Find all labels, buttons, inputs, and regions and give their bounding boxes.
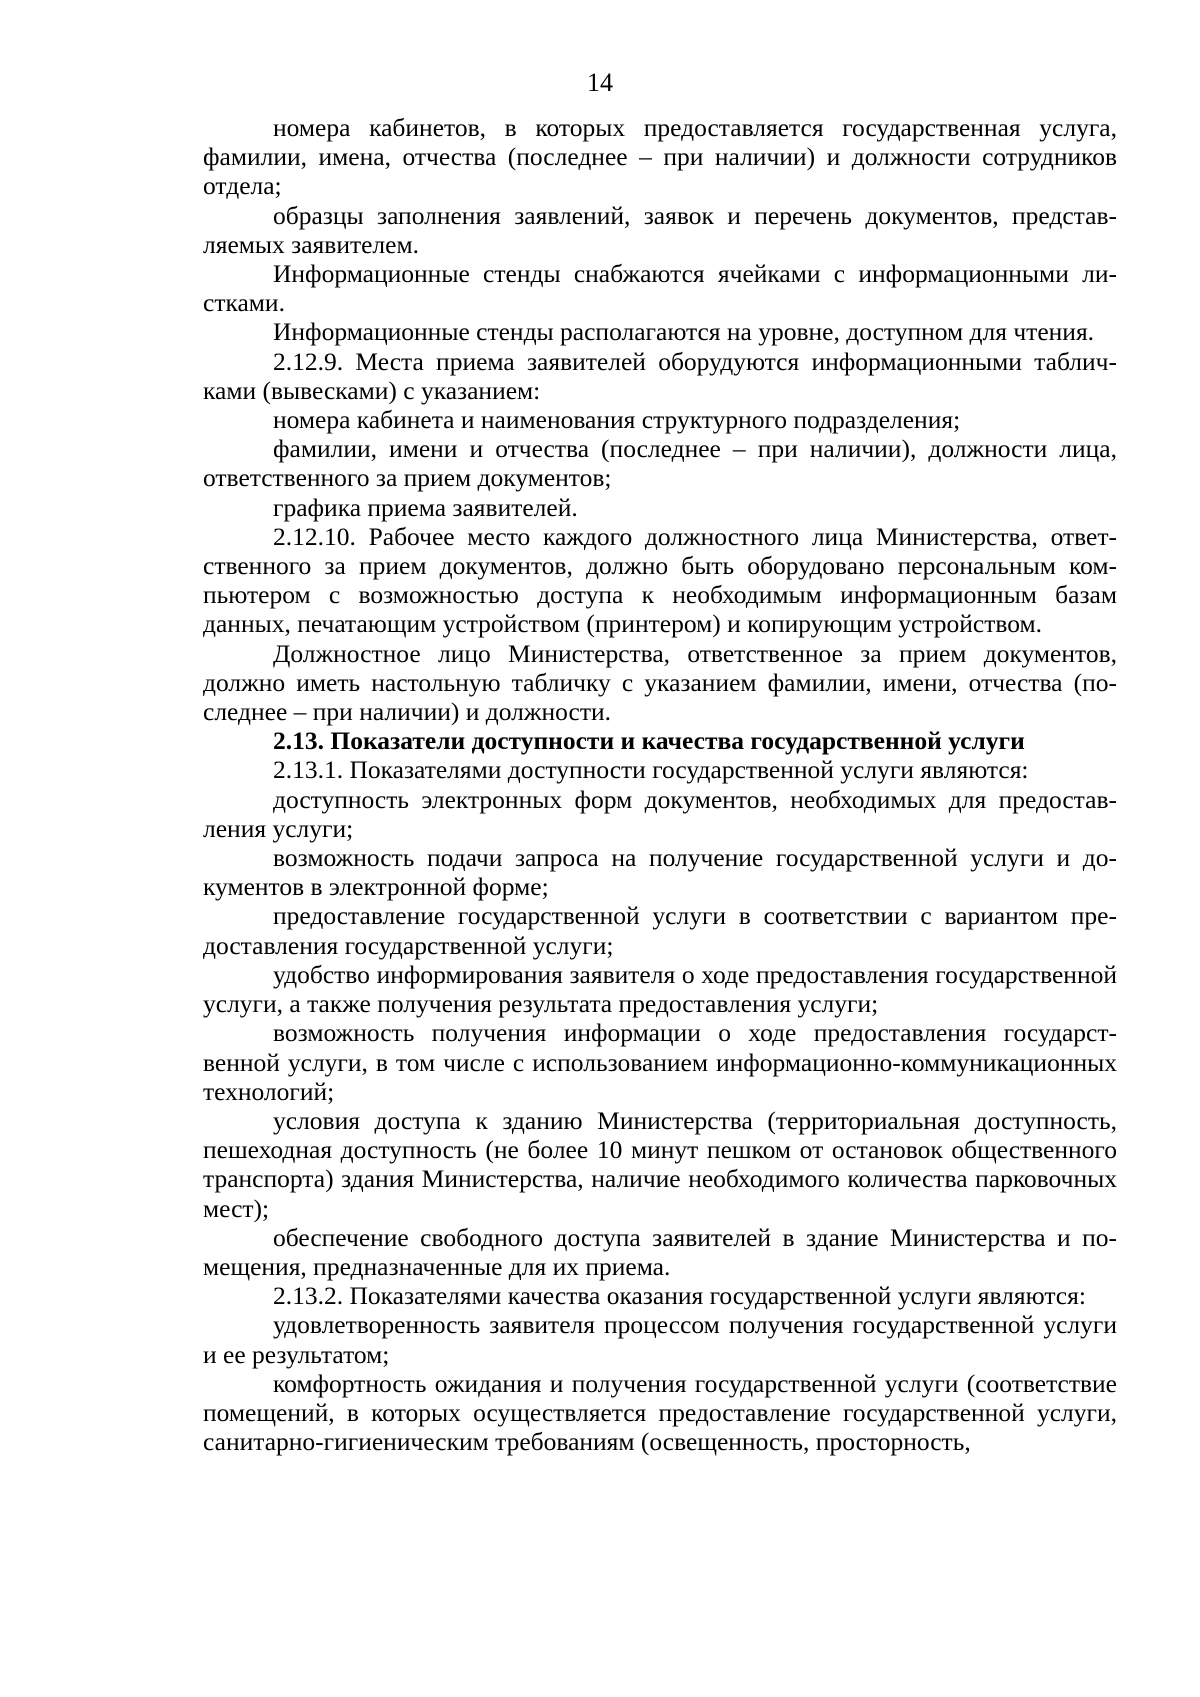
paragraph: Информационные стенды снабжаются ячейками с информационными листками. [203,259,1117,318]
paragraph: образцы заполнения заявлений, заявок и перечень документов, представляемых заявителем. [203,200,1117,259]
paragraph: возможность получения информации о ходе предоставления государственной услуги, в том числе с использованием информационно-коммуникационных технологий; [203,1018,1117,1106]
paragraph: номера кабинета и наименования структурного подразделения; [273,405,961,435]
paragraph: 2.12.9. Места приема заявителей оборудуются информационными табличками (вывесками) с указанием: [203,346,1117,405]
paragraph: 2.12.10. Рабочее место каждого должностного лица Министерства, ответственного за прием документов, должно быть оборудовано персональным компьютером с возможностью доступа к необходимым информационным базам данных, печатающим устройством (принтером) и копирующим устройством. [203,521,1117,639]
paragraph: возможность подачи запроса на получение государственной услуги и документов в электронной форме; [203,843,1117,902]
paragraph: номера кабинетов, в которых предоставляется государственная услуга, фамилии, имена, отчества (последнее – при наличии) и должности сотрудников отдела; [203,113,1117,201]
paragraph: Информационные стенды располагаются на уровне, доступном для чтения. [273,317,1095,347]
paragraph: предоставление государственной услуги в соответствии с вариантом предоставления государственной услуги; [203,901,1117,960]
paragraph: 2.13.2. Показателями качества оказания государственной услуги являются: [273,1281,1086,1311]
paragraph: Должностное лицо Министерства, ответственное за прием документов, должно иметь настольную табличку с указанием фамилии, имени, отчества (последнее – при наличии) и должности. [203,638,1117,727]
paragraph: обеспечение свободного доступа заявителей в здание Министерства и помещения, предназначенные для их приема. [203,1222,1117,1281]
paragraph: комфортность ожидания и получения государственной услуги (соответствие помещений, в которых осуществляется предоставление государственной услуги, санитарно-гигиеническим требованиям (освещенность, просторность, [203,1368,1117,1457]
paragraph: удовлетворенность заявителя процессом получения государственной услуги и ее результатом; [203,1310,1117,1369]
document-body [203,113,1117,1456]
paragraph: доступность электронных форм документов, необходимых для предоставления услуги; [203,784,1117,843]
paragraph: 2.13.1. Показателями доступности государственной услуги являются: [273,755,1029,785]
paragraph: условия доступа к зданию Министерства (территориальная доступность, пешеходная доступность (не более 10 минут пешком от остановок общественного транспорта) здания Министерства, наличие необходимого количества парковочных мест); [203,1105,1117,1223]
paragraph: удобство информирования заявителя о ходе предоставления государственной услуги, а также получения результата предоставления услуги; [203,959,1117,1019]
paragraph: графика приема заявителей. [273,492,578,522]
paragraph: фамилии, имени и отчества (последнее – при наличии), должности лица, ответственного за прием документов; [203,434,1117,493]
section-heading: 2.13. Показатели доступности и качества государственной услуги [273,726,1025,756]
page-number: 14 [587,68,613,97]
